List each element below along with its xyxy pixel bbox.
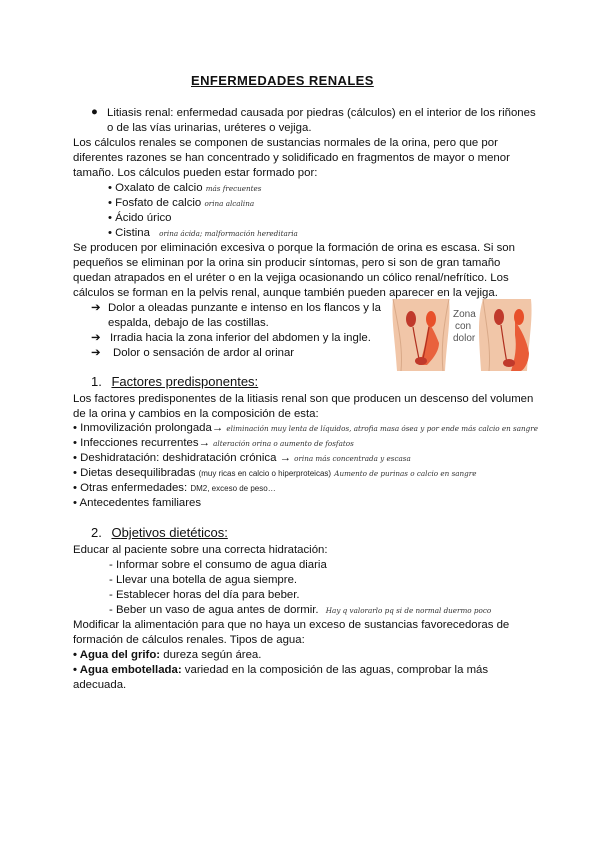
formation-line: quedan atrapados en el uréter o en la vejiga ocasionando un cólico renal/nefrítico. Los	[73, 272, 509, 284]
factor-item	[73, 421, 538, 436]
handwritten-note: alteración orina o aumento de fosfatos	[213, 439, 354, 448]
handwritten-note: eliminación muy lenta de líquidos, atrofia masa ósea y por ende más calcio en sangre	[226, 424, 538, 433]
water-type-text: variedad en la composición de las aguas, comprobar la más	[181, 664, 489, 676]
kidney-icon	[494, 309, 504, 325]
arrow-bullet: ➔	[91, 332, 101, 344]
water-type-item	[73, 663, 488, 678]
objective-item: - Llevar una botella de agua siempre.	[109, 574, 298, 586]
factor-detail: DM2, exceso de peso…	[190, 484, 276, 493]
symptom-line: espalda, debajo de las costillas.	[108, 317, 269, 329]
factor-item	[73, 466, 476, 481]
modification-line: formación de cálculos renales. Tipos de agua:	[73, 634, 305, 646]
image-label-line: Zona	[453, 309, 476, 320]
water-type-item	[73, 648, 261, 663]
arrow-icon: →	[198, 437, 210, 449]
composition-item	[108, 211, 172, 226]
composition-item	[108, 196, 254, 211]
water-type-continuation: adecuada.	[73, 679, 127, 691]
image-label-line: dolor	[453, 333, 476, 344]
section-title: Objetivos dietéticos:	[111, 525, 228, 540]
section1-intro: de la orina y cambios en la composición de esta:	[73, 408, 319, 420]
handwritten-note: orina ácida; malformación hereditaria	[159, 229, 298, 238]
section1-intro: Los factores predisponentes de la litiasis renal son que producen un descenso del volumen	[73, 393, 534, 405]
section-number: 2.	[91, 525, 102, 540]
bullet-main-line2: o de las vías urinarias, uréteres o vejiga.	[107, 122, 312, 134]
bullet-main-line1: Litiasis renal: enfermedad causada por piedras (cálculos) en el interior de los riñones	[107, 107, 536, 119]
intro-line: Los cálculos renales se componen de sustancias normales de la orina, pero que por	[73, 137, 498, 149]
water-type-label: • Agua embotellada:	[73, 664, 182, 676]
arrow-icon: →	[279, 452, 291, 464]
composition-item	[108, 181, 262, 196]
section-number: 1.	[91, 374, 102, 389]
torso-illustration-svg	[389, 299, 533, 371]
symptom-line: Dolor o sensación de ardor al orinar	[113, 347, 295, 359]
kidney-icon	[406, 311, 416, 327]
intro-line: diferentes razones se han concentrado y solidificado en fragmentos de mayor o menor	[73, 152, 510, 164]
objective-label: - Beber un vaso de agua antes de dormir.	[109, 604, 319, 616]
factor-label: • Dietas desequilibradas	[73, 467, 196, 479]
handwritten-note: Aumento de purinas o calcio en sangre	[334, 469, 477, 478]
symptom-line: Dolor a oleadas punzante e intenso en los flancos y la	[108, 302, 381, 314]
formation-line: pequeños se eliminan por la orina sin producir síntomas, pero si son de gran tamaño	[73, 257, 501, 269]
factor-label: • Otras enfermedades:	[73, 482, 188, 494]
page-title: ENFERMEDADES RENALES	[191, 73, 374, 88]
factor-item	[73, 436, 354, 451]
factor-item	[73, 496, 201, 511]
arrow-icon: →	[211, 422, 224, 434]
factor-item	[73, 481, 276, 496]
objective-item: - Informar sobre el consumo de agua diaria	[109, 559, 327, 571]
composition-label: • Ácido úrico	[108, 212, 172, 224]
composition-label: • Oxalato de calcio	[108, 182, 203, 194]
section-title: Factores predisponentes:	[111, 374, 259, 389]
arrow-bullet: ➔	[91, 302, 101, 314]
factor-label: • Deshidratación: deshidratación crónica	[73, 452, 277, 464]
water-type-text: dureza según área.	[160, 649, 262, 661]
factor-label: • Infecciones recurrentes	[73, 437, 199, 449]
objective-item	[109, 603, 491, 618]
intro-line: tamaño. Los cálculos pueden estar formado por:	[73, 167, 318, 179]
composition-item	[108, 226, 298, 241]
handwritten-note: orina alcalina	[204, 199, 255, 208]
symptom-line: Irradia hacia la zona inferior del abdomen y la ingle.	[110, 332, 371, 344]
formation-line: cálculos se forman en la pelvis renal, aunque también pueden aparecer en la vejiga.	[73, 287, 498, 299]
section2-heading	[91, 525, 228, 540]
factor-detail: (muy ricas en calcio o hiperproteicas)	[198, 469, 332, 478]
handwritten-note: Hay q valorarlo pq si de normal duermo poco	[325, 606, 492, 615]
objective-item: - Establecer horas del día para beber.	[109, 589, 300, 601]
section1-heading	[91, 374, 258, 389]
arrow-bullet: ➔	[91, 347, 101, 359]
factor-item	[73, 451, 411, 466]
bullet-dot: ●	[91, 106, 98, 118]
handwritten-note: orina más concentrada y escasa	[294, 454, 411, 463]
composition-label: • Cistina	[108, 227, 150, 239]
formation-line: Se producen por eliminación excesiva o porque la formación de orina es escasa. Si son	[73, 242, 515, 254]
water-type-label: • Agua del grifo:	[73, 649, 161, 661]
handwritten-note: más frecuentes	[205, 184, 262, 193]
modification-line: Modificar la alimentación para que no haya un exceso de sustancias favorecedoras de	[73, 619, 510, 631]
factor-label: • Inmovilización prolongada	[73, 422, 212, 434]
kidney-icon	[426, 311, 436, 327]
factor-label: • Antecedentes familiares	[73, 497, 202, 509]
composition-label: • Fosfato de calcio	[108, 197, 202, 209]
kidney-pain-illustration	[389, 299, 533, 371]
section2-intro: Educar al paciente sobre una correcta hidratación:	[73, 544, 328, 556]
image-label-line: con	[455, 321, 472, 332]
